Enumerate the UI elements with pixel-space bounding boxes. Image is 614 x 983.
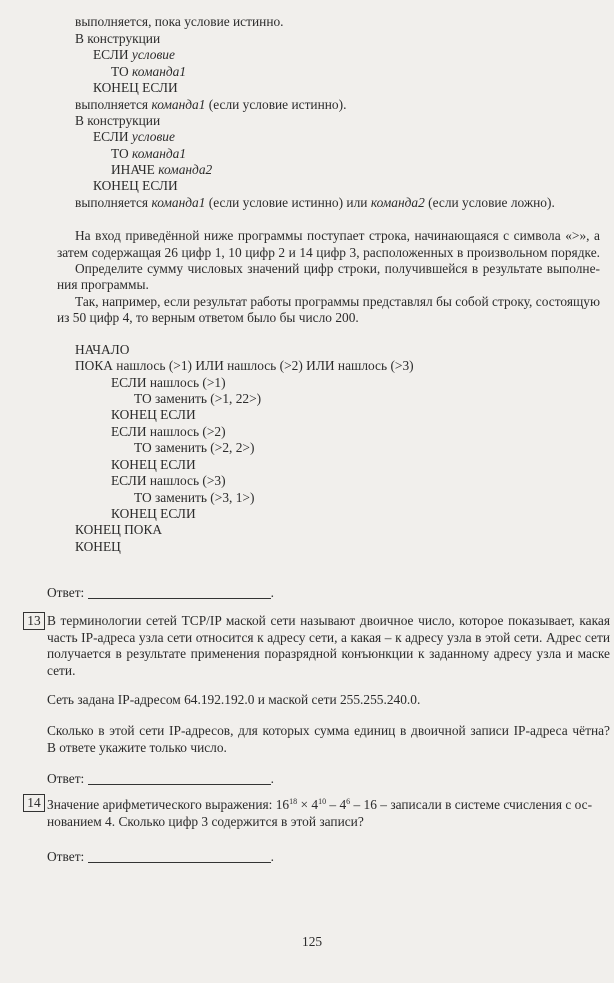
task14-line2: нованием 4. Сколько цифр 3 содержится в этой записи? [47,814,364,829]
task12-para3-line2: из 50 цифр 4, то верным ответом было бы число 200. [57,310,359,325]
code-line: КОНЕЦ [75,539,121,554]
intro-line-5: КОНЕЦ ЕСЛИ [93,80,178,95]
task14-answer-field[interactable] [88,850,271,863]
task13-number: 13 [23,612,45,630]
code-line: КОНЕЦ ЕСЛИ [111,506,196,521]
task13-para3-line2: В ответе укажите только число. [47,740,227,755]
intro-line-3: ЕСЛИ условие [93,47,175,62]
code-line: НАЧАЛО [75,342,130,357]
intro-line-10: ИНАЧЕ команда2 [111,162,213,177]
code-line: ЕСЛИ нашлось (>2) [111,424,226,439]
intro-line-9: ТО команда1 [111,146,187,161]
code-line: ТО заменить (>3, 1>) [134,490,255,505]
intro-line-4: ТО команда1 [111,64,187,79]
code-line: КОНЕЦ ЕСЛИ [111,457,196,472]
task12-para2-line2: ния программы. [57,277,149,292]
task12-para3-line1: Так, например, если результат работы программы представлял бы собой строку, состоящую [75,294,600,309]
intro-line-7: В конструкции [75,113,161,128]
task13-para2: Сеть задана IP-адресом 64.192.192.0 и маской сети 255.255.240.0. [47,692,421,707]
task12-answer: Ответ: . [47,585,275,600]
task13-para1-line2: часть IP-адреса узла сети относится к адресу сети, а какая – к адресу узла в этой сети. Адрес сети [47,630,610,645]
code-line: ЕСЛИ нашлось (>3) [111,473,226,488]
task14-number: 14 [23,794,45,812]
intro-line-1: выполняется, пока условие истинно. [75,14,284,29]
task13-answer-field[interactable] [88,772,271,785]
task14-line1: Значение арифметического выражения: $16^{18} \times 4^{10} - 4^6 - 16$ – записали в системе счисления с ос- [47,797,593,812]
task13-para1-line1: В терминологии сетей TCP/IP маской сети называют двоичное число, которое показывает, какая [47,613,610,628]
code-line: КОНЕЦ ПОКА [75,522,163,537]
task12-para1-line2: затем содержащая 26 цифр 1, 10 цифр 2 и 14 цифр 3, расположенных в произвольном порядке. [57,245,600,260]
page-number: 125 [302,934,323,949]
code-line: ТО заменить (>2, 2>) [134,440,255,455]
intro-line-8: ЕСЛИ условие [93,129,175,144]
intro-line-2: В конструкции [75,31,161,46]
intro-line-6: выполняется команда1 (если условие истинно). [75,97,347,112]
intro-line-12: выполняется команда1 (если условие истинно) или команда2 (если условие ложно). [75,195,555,210]
code-line: ТО заменить (>1, 22>) [134,391,262,406]
task12-para1-line1: На вход приведённой ниже программы поступает строка, начинающаяся с символа «>», а [75,228,600,243]
task12-para2-line1: Определите сумму числовых значений цифр строки, получившейся в результате выполне- [75,261,600,276]
intro-line-11: КОНЕЦ ЕСЛИ [93,178,178,193]
code-line: КОНЕЦ ЕСЛИ [111,407,196,422]
task12-answer-field[interactable] [88,586,271,599]
code-line: ПОКА нашлось (>1) ИЛИ нашлось (>2) ИЛИ нашлось (>3) [75,358,414,373]
task14-answer: Ответ: . [47,849,275,864]
task13-para1-line3: получается в результате применения поразрядной конъюнкции к заданному адресу узла и маске [47,646,610,661]
task13-answer: Ответ: . [47,771,275,786]
task13-para3-line1: Сколько в этой сети IP-адресов, для которых сумма единиц в двоичной записи IP-адреса чётна? [47,723,610,738]
task13-para1-line4: сети. [47,663,76,678]
code-line: ЕСЛИ нашлось (>1) [111,375,226,390]
